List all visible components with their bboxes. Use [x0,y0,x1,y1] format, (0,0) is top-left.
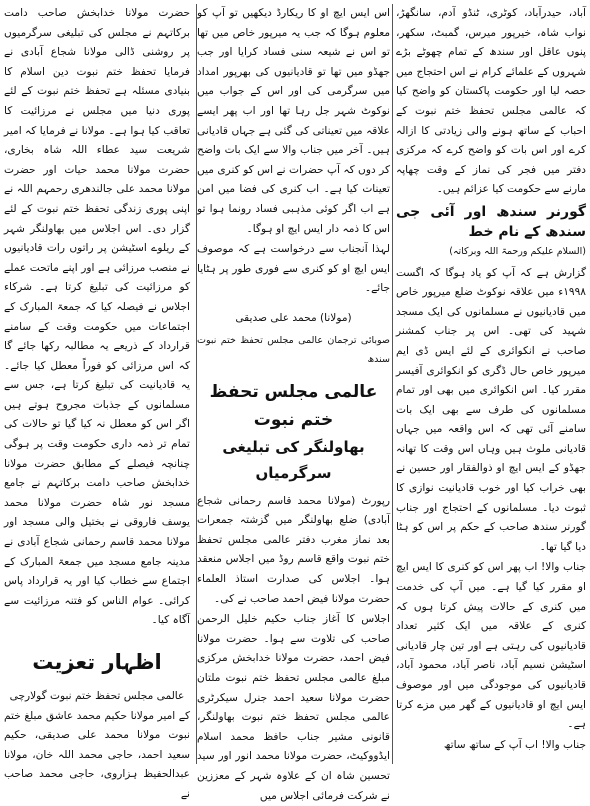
report-paragraph: اجلاس کا آغاز جناب حکیم خلیل الرحمن صاحب کی تلاوت سے ہوا۔ حضرت مولانا فیض احمد، حضرت مولانا خدابخش مرکزی مبلغ عالمی مجلس تحفظ ختم نبوت ملتان حضرت مولانا سعید احمد جنرل سیکرٹری عالمی مجلس تحفظ ختم نبوت بھاولنگر، قانونی مشیر جناب حافظ محمد اسلام ایڈووکیٹ، حضرت مولانا محمد انور اور سید تحسین شاہ ان کے علاوہ شہر کے معززین نے شرکت فرمائی اجلاس میں [197,613,390,802]
letter-headline: گورنر سندھ اور آئی جی سندھ کے نام خط [396,203,586,240]
column-middle [197,4,390,802]
condolence-subheadline: عالمی مجلس تحفظ ختم نبوت گولارچی [9,690,185,702]
report-paragraph: حضرت مولانا خدابخش صاحب دامت برکاتہم نے مجلس کی تبلیغی سرگرمیوں پر روشنی ڈالی مولانا شجاع آبادی نے فرمایا تحفظ ختم نبوت دین اسلام کا بنیادی مسئلہ ہے تحفظ ختم نبوت کے لئے پوری دنیا میں مجلس نے مرزائیت کا تعاقب کیا ہوا ہے۔ مولانا نے فرمایا کہ امیر شریعت سید عطاء اللہ شاہ بخاری، حضرت مولانا محمد حیات اور حضرت مولانا محمد علی جالندھری رحمہم اللہ نے اپنی پوری زندگی تحفظ ختم نبوت کے لئے گزار دی۔ اس اجلاس میں بھاولنگر شہر کے ریلوے اسٹیشن پر راتوں رات قادیانیوں نے منصب مرزائی ہے اور اپنے ماتحت عملے کو مرزائیت کی تبلیغ کرتا ہے۔ شرکاء اجلاس نے فیصلہ کیا کہ جمعۃ المبارک کے اجتماعات میں حکومت وقت کے سامنے قرارداد کے ذریعے یہ مطالبہ رکھا جائے گا کہ اس مرزائی کو فوراً معطل کیا جائے۔ یہ قادیانیت کی تبلیغ کرتا ہے، جس سے مسلمانوں کے جذبات مجروح ہوتے ہیں اگر اس کو معطل نہ کیا گیا تو حالات کی تمام تر ذمہ داری حکومت وقت پر ہوگی چنانچہ فیصلے کے مطابق حضرت مولانا خدابخش صاحب دامت برکاتہم نے جامع مسجد نور شاہ حضرت مولانا محمد یوسف فاروقی نے بختیل والی مسجد اور مولانا محمد قاسم رحمانی شجاع آبادی نے مدینہ جامع مسجد میں جمعۃ المبارک کے اجتماع سے خطاب کیا اور یہ قرارداد پاس کرائی۔ عوام الناس کو فتنہ مرزائیت سے آگاہ کیا۔ [4,7,190,627]
letter-paragraph: اس ایس ایچ او کا ریکارڈ دیکھیں تو آپ کو معلوم ہوگا کہ جب یہ میرپور خاص میں تھا تو اس نے شیعہ سنی فساد کرایا اور جب جھڈو میں تھا تو قادیانیوں کی بھرپور امداد میں سرگرمی کی اور اس کے جواب میں نوکوٹ شہر جل رہا تھا اور اب پھر ایسے علاقہ میں تعیناتی کی گئی ہے جہاں قادیانی ہیں۔ آخر میں جناب والا سے ایک بات واضح کر دوں کہ آپ حضرات نے اس کو کنری میں تعینات کیا ہے۔ اب کنری کی فضا میں امن ہے اب اگر کوئی مذہبی فساد رونما ہوا تو اس کا ذمہ دار ایس ایچ او ہوگا۔ [197,7,390,235]
column-divider [196,4,197,764]
report-subheadline: بھاولنگر کی تبلیغی سرگرمیاں [222,437,365,482]
letter-salutation: (السلام علیکم ورحمۃ اللہ وبرکاتہ) [449,245,586,257]
letter-paragraph: جناب والا! اب آپ کے ساتھ ساتھ [443,738,586,751]
condolence-paragraph: کے امیر مولانا حکیم محمد عاشق مبلغ ختم نبوت مولانا محمد علی صدیقی، حکیم سعید احمد، حاجی محمد اللہ خان، مولانا عبدالحفیظ ہزاروی، حاجی محمد صاحب نے [4,709,190,800]
condolence-headline: اظہار تعزیت [32,650,162,674]
report-headline: عالمی مجلس تحفظ ختم نبوت [209,381,378,430]
column-left [4,4,190,800]
signature-name: (مولانا) محمد علی صدیقی [235,311,352,324]
letter-paragraph: جناب والا! اب پھر اس کو کنری کا ایس ایچ او مقرر کیا گیا ہے۔ میں آپ کی خدمت میں کنری کے حالات پیش کرتا ہوں کہ کنری کے علاقہ میں ایک کثیر تعداد قادیانیوں کی رہتی ہے اور تین چار قادیانی اسٹیشن نسیم آباد، ناصر آباد، محمود آباد، قادیانیوں کی موجودگی میں اور موصوف ایس ایچ او قادیانیوں کے گھر میں مزے کرتا ہے۔ [396,561,586,731]
letter-paragraph: لہذا آنجناب سے درخواست ہے کہ موصوف ایس ایچ او کو کنری سے فوری طور پر ہٹایا جائے۔ [197,243,390,295]
article-paragraph: آباد، حیدرآباد، کوٹری، ٹنڈو آدم، سانگھڑ، نواب شاہ، خیرپور میرس، گمبٹ، سکھر، پنوں عاقل اور سندھ کے تمام چھوٹے بڑے شہروں کے علمائے کرام نے اس احتجاج میں حصہ لیا اور حکومت پاکستان کو واضح کیا کہ عالمی مجلس تحفظ ختم نبوت کے احباب کے ساتھ ہونے والی زیادتی کا ازالہ کرے اور اس بات کو واضح کرے کہ مرکزی دفتر میں فجر کی نماز کے وقت چھاپہ مارنے سے حکومت کیا عزائم ہیں۔ [396,7,586,196]
signature-title: صوبائی ترجمان عالمی مجلس تحفظ ختم نبوت سندھ [197,334,390,366]
column-right [396,4,586,766]
column-divider [392,4,393,764]
report-paragraph: رپورٹ (مولانا محمد قاسم رحمانی شجاع آبادی) ضلع بھاولنگر میں گزشتہ جمعرات بعد نماز مغرب دفتر عالمی مجلس تحفظ ختم نبوت واقع قاسم روڈ میں اجلاس منعقد ہوا۔ اجلاس کی صدارت استاذ العلماء حضرت مولانا فیض احمد صاحب نے کی۔ [197,494,390,605]
letter-paragraph: گزارش ہے کہ آپ کو یاد ہوگا کہ اگست ۱۹۹۸ء میں علاقہ نوکوٹ ضلع میرپور خاص میں قادیانیوں نے مسلمانوں کی ایک مسجد شہید کی تھی۔ اس پر جناب کمشنر صاحب نے انکوائری کے لئے ایس ڈی ایم میرپور خاص حال ڈگری کو انکوائری آفیسر مقرر کیا۔ اس انکوائری میں بھی اور تمام مسلمانوں کی طرف سے بھی ایک بات سامنے آئی تھی کہ اس واقعہ میں جہاں قادیانی ملوث ہیں وہاں اس وقت کا تھانہ جھڈو کے ایس ایچ او ذوالفقار اور حسین نے بھی خراب کیا اور خوب قادیانیت نوازی کا ثبوت دیا۔ مسلمانوں کے احتجاج اور جناب گورنر سندھ صاحب کے حکم پر اس کو ہٹا دیا گیا تھا۔ [396,266,586,553]
